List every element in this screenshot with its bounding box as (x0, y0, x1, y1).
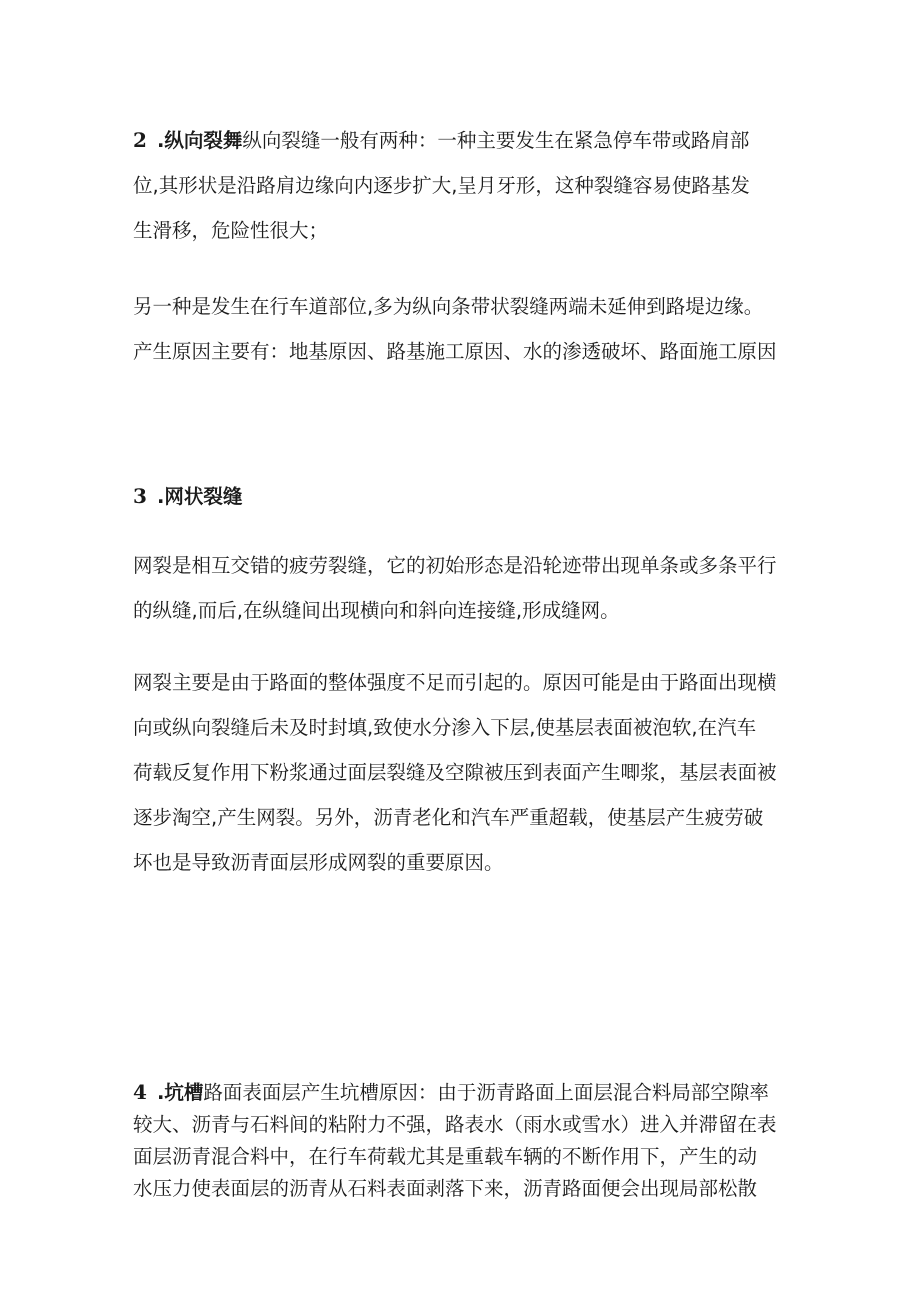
section-4-title: .坑槽 (157, 1081, 204, 1104)
net-crack-definition-line-1: 网裂是相互交错的疲劳裂缝，它的初始形态是沿轮迹带出现单条或多条平行 (133, 554, 777, 577)
section-4-paragraph (133, 1076, 798, 1205)
net-crack-cause-line-3: 荷载反复作用下粉浆通过面层裂缝及空隙被压到表面产生唧浆，基层表面被 (133, 761, 777, 784)
section-4-line-2: 较大、沥青与石料间的粘附力不强，路表水（雨水或雪水）进入并滞留在表 (133, 1113, 777, 1136)
net-crack-cause-line-2: 向或纵向裂缝后未及时封填,致使水分渗入下层,使基层表面被泡软,在汽车 (133, 716, 757, 739)
other-type-paragraph (133, 284, 798, 374)
section-2-paragraph (133, 118, 798, 253)
net-crack-definition-paragraph (133, 543, 798, 633)
net-crack-definition-line-2: 的纵缝,而后,在纵缝间出现横向和斜向连接缝,形成缝网。 (133, 599, 620, 622)
section-3-number: 3 (133, 484, 147, 508)
net-crack-cause-line-5: 坏也是导致沥青面层形成网裂的重要原因。 (133, 851, 504, 874)
section-2-text: 纵向裂缝一般有两种：一种主要发生在紧急停车带或路肩部 (242, 129, 750, 152)
net-crack-cause-line-1: 网裂主要是由于路面的整体强度不足而引起的。原因可能是由于路面出现横 (133, 671, 777, 694)
net-crack-cause-line-4: 逐步淘空,产生网裂。另外，沥青老化和汽车严重超载，使基层产生疲劳破 (133, 806, 764, 829)
section-3-title: .网状裂缝 (157, 485, 243, 508)
section-2-line-1 (133, 118, 798, 163)
section-2-title: .纵向裂舞 (157, 129, 243, 152)
net-crack-cause-paragraph (133, 660, 798, 885)
other-type-line-1: 另一种是发生在行车道部位,多为纵向条带状裂缝两端未延伸到路堤边缘。 (133, 295, 764, 318)
section-3-heading-line (133, 481, 798, 512)
section-2-line-2: 位,其形状是沿路肩边缘向内逐步扩大,呈月牙形，这种裂缝容易使路基发 (133, 174, 750, 197)
section-4-line-4: 水压力使表面层的沥青从石料表面剥落下来，沥青路面便会出现局部松散 (133, 1177, 758, 1200)
section-4-line-1 (133, 1076, 798, 1109)
section-2-line-3: 生滑移，危险性很大； (133, 219, 329, 242)
section-2-number: 2 (133, 128, 147, 152)
section-4-number: 4 (133, 1080, 147, 1104)
section-4-text: 路面表面层产生坑槽原因：由于沥青路面上面层混合料局部空隙率 (203, 1081, 769, 1104)
other-type-line-2: 产生原因主要有：地基原因、路基施工原因、水的渗透破坏、路面施工原因 (133, 340, 777, 363)
section-3-heading (133, 481, 798, 512)
section-4-line-3: 面层沥青混合料中，在行车荷载尤其是重载车辆的不断作用下，产生的动 (133, 1145, 758, 1168)
